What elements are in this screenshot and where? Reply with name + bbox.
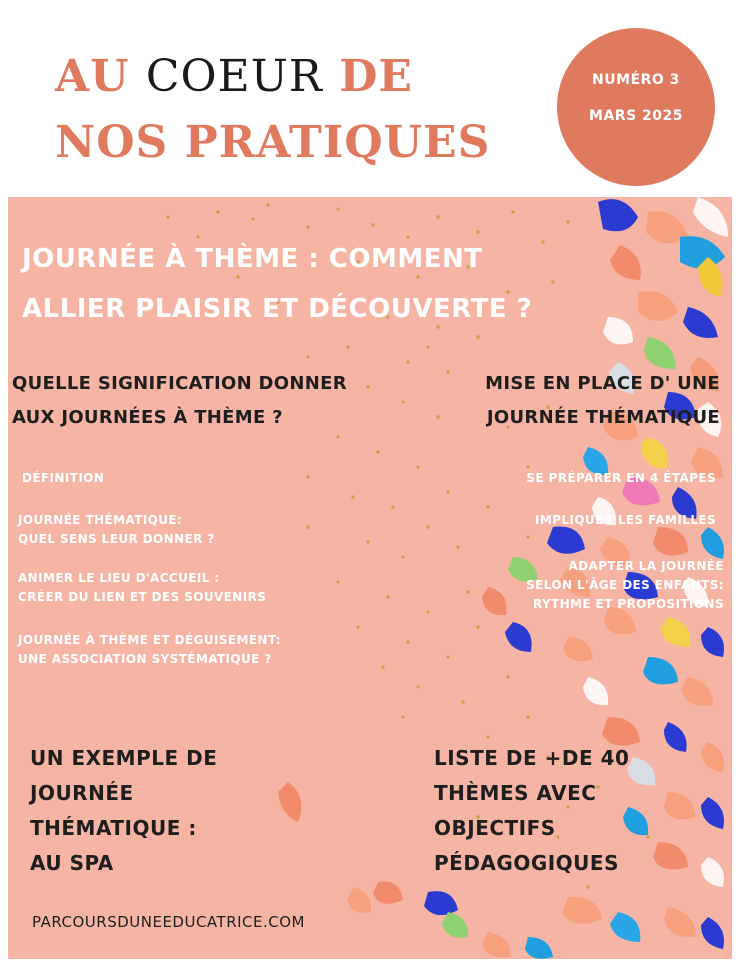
feature-line: LISTE DE +DE 40 — [434, 746, 630, 770]
right-title-line-1: MISE EN PLACE D' UNE — [485, 373, 720, 394]
topic-line: UNE ASSOCIATION SYSTÉMATIQUE ? — [18, 652, 272, 666]
masthead-line-2: NOS PRATIQUES — [55, 117, 491, 168]
feature-line: THÉMATIQUE : — [30, 816, 197, 840]
masthead — [55, 48, 535, 172]
left-title-line-2: AUX JOURNÉES À THÈME ? — [12, 407, 283, 428]
right-title-line-2: JOURNÉE THÉMATIQUE — [486, 407, 720, 428]
left-topic-sens — [18, 511, 215, 549]
issue-number: NUMÉRO 3 — [592, 72, 680, 88]
left-topic-deguisement — [18, 631, 281, 669]
right-topic-adapter — [526, 557, 724, 614]
masthead-word-coeur: COEUR — [145, 51, 323, 102]
topic-line: SELON L'ÂGE DES ENFANTS: — [526, 578, 724, 592]
right-topic-preparer — [526, 469, 716, 488]
left-topic-lieu — [18, 569, 266, 607]
feature-line: OBJECTIFS — [434, 816, 556, 840]
topic-line: CRÉER DU LIEN ET DES SOUVENIRS — [18, 590, 267, 604]
topic-line: JOURNÉE THÉMATIQUE: — [18, 513, 183, 527]
topic-line: ADAPTER LA JOURNÉE — [568, 559, 724, 573]
example-feature — [30, 741, 217, 881]
feature-line: PÉDAGOGIQUES — [434, 851, 619, 875]
issue-badge — [557, 28, 715, 186]
feature-line: UN EXEMPLE DE — [30, 746, 218, 770]
masthead-word-de: DE — [339, 51, 413, 102]
left-section-title — [12, 367, 347, 435]
feature-line: JOURNÉE — [30, 781, 134, 805]
right-section-title — [485, 367, 720, 435]
topic-line: DÉFINITION — [22, 471, 105, 485]
topic-line: SE PRÉPARER EN 4 ÉTAPES — [526, 471, 716, 485]
website-url: PARCOURSDUNEEDUCATRICE.COM — [32, 913, 305, 931]
issue-date: MARS 2025 — [589, 108, 683, 124]
topic-line: JOURNÉE À THÈME ET DÉGUISEMENT: — [18, 633, 281, 647]
topic-line: IMPLIQUER LES FAMILLES — [535, 513, 716, 527]
left-title-line-1: QUELLE SIGNIFICATION DONNER — [12, 373, 347, 394]
masthead-word-au: AU — [55, 51, 130, 102]
themes-feature — [434, 741, 629, 881]
cover-headline — [22, 234, 532, 334]
topic-line: RYTHME ET PROPOSITIONS — [532, 597, 724, 611]
left-topic-definition — [22, 469, 104, 488]
masthead-line-1 — [55, 48, 535, 106]
right-topic-familles — [535, 511, 716, 530]
cover-panel — [8, 197, 732, 959]
feature-line: AU SPA — [30, 851, 114, 875]
headline-line-1: JOURNÉE À THÈME : COMMENT — [22, 244, 483, 274]
headline-line-2: ALLIER PLAISIR ET DÉCOUVERTE ? — [22, 294, 533, 324]
feature-line: THÈMES AVEC — [434, 781, 597, 805]
topic-line: ANIMER LE LIEU D'ACCUEIL : — [18, 571, 220, 585]
topic-line: QUEL SENS LEUR DONNER ? — [18, 532, 215, 546]
